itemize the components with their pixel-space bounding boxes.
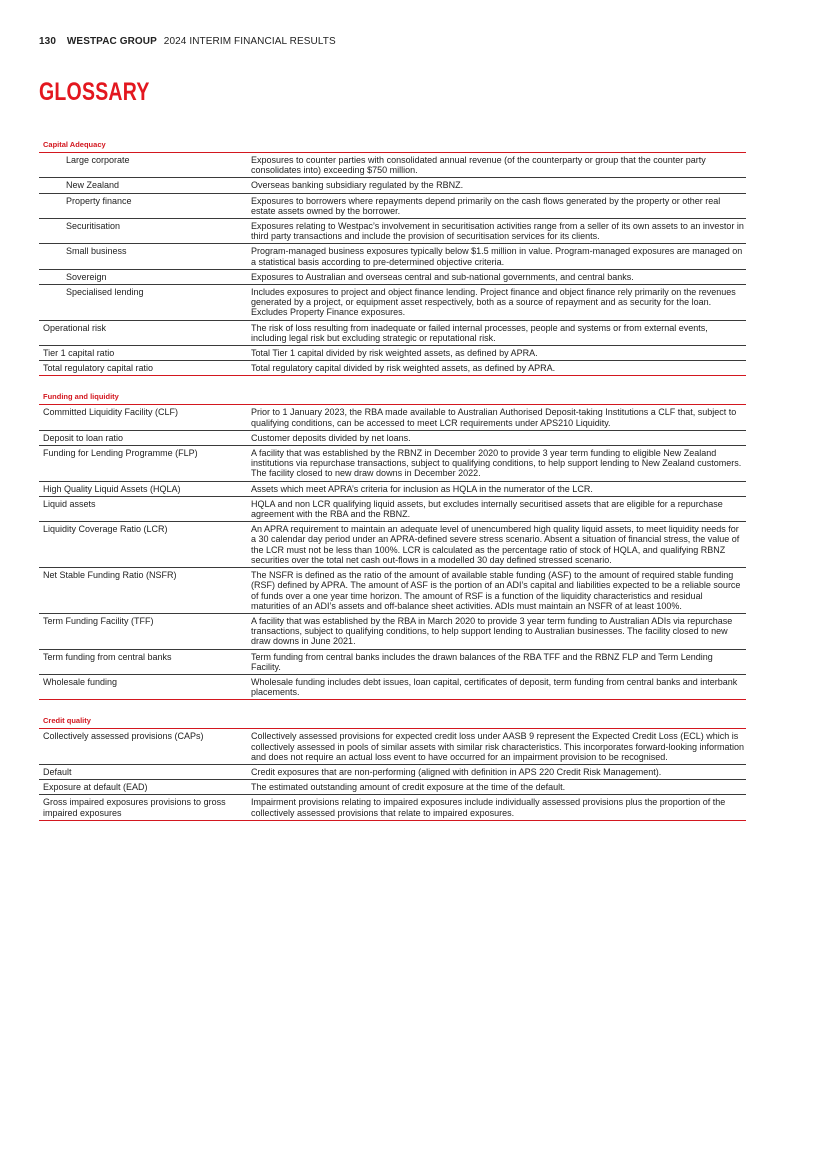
- glossary-term: Securitisation: [66, 221, 121, 232]
- glossary-definition: Wholesale funding includes debt issues, loan capital, certificates of deposit, term funding from central banks and interbank placements.: [251, 676, 738, 698]
- section-heading: Capital Adequacy: [39, 137, 746, 153]
- glossary-row: [39, 431, 746, 446]
- glossary-term: Collectively assessed provisions (CAPs): [43, 731, 204, 742]
- glossary-term: Total regulatory capital ratio: [43, 363, 154, 374]
- glossary-definition: A facility that was established by the RBA in March 2020 to provide 3 year term funding to Australian ADIs via repurchase transactions, subject to qualifying conditions, to help support lending to Australian businesses. The facility closed to new draw downs in June 2021.: [251, 615, 733, 647]
- glossary-definition: Overseas banking subsidiary regulated by the RBNZ.: [251, 180, 464, 191]
- glossary-table: [39, 137, 746, 834]
- glossary-definition: Customer deposits divided by net loans.: [251, 432, 411, 443]
- glossary-definition: Credit exposures that are non-performing (aligned with definition in APS 220 Credit Risk Management).: [251, 766, 662, 777]
- glossary-row: [39, 270, 746, 285]
- glossary-definition: Total Tier 1 capital divided by risk weighted assets, as defined by APRA.: [251, 348, 538, 359]
- glossary-row: [39, 780, 746, 795]
- brand-name: WESTPAC GROUP: [66, 36, 157, 47]
- glossary-definition: Program-managed business exposures typically below $1.5 million in value. Program-managed exposures are managed on a statistical basis according to pre-determined objective criteria.: [251, 246, 743, 267]
- glossary-row: [39, 765, 746, 780]
- glossary-term: Property finance: [66, 195, 132, 206]
- glossary-definition: HQLA and non LCR qualifying liquid assets, but excludes internally securitised assets that are eligible for a repurchase agreement with the RBA and the RBNZ.: [251, 498, 723, 520]
- glossary-row: [39, 522, 746, 568]
- glossary-definition: Includes exposures to project and object finance lending. Project finance and object finance rely primarily on the revenues generated by a project, or equipment asset respectively, both as a source of repayment and as security for the loan. Excludes Property Finance exposures.: [251, 287, 736, 318]
- glossary-definition: Exposures to borrowers where repayments depend primarily on the cash flows generated by the property or other real estate assets owned by the borrower.: [251, 195, 721, 216]
- glossary-section: [39, 713, 746, 820]
- glossary-term: Term Funding Facility (TFF): [43, 615, 154, 626]
- glossary-term: Term funding from central banks: [43, 651, 172, 662]
- section-heading: Credit quality: [39, 713, 746, 729]
- glossary-row: [39, 497, 746, 522]
- glossary-row: [39, 729, 746, 765]
- glossary-row: [39, 219, 746, 244]
- page-header: [39, 36, 336, 47]
- glossary-term: Exposure at default (EAD): [43, 782, 148, 793]
- glossary-term: High Quality Liquid Assets (HQLA): [43, 483, 181, 494]
- glossary-definition: Exposures relating to Westpac’s involvement in securitisation activities range from a seller of its own assets to an investor in third party transactions and include the provision of securitisation services for its clients.: [251, 221, 744, 242]
- glossary-term: Deposit to loan ratio: [43, 432, 124, 443]
- glossary-definition: Assets which meet APRA’s criteria for inclusion as HQLA in the numerator of the LCR.: [251, 483, 593, 494]
- page-number: 130: [39, 36, 56, 47]
- glossary-section: [39, 389, 746, 700]
- glossary-definition: A facility that was established by the RBNZ in December 2020 to provide 3 year term funding to eligible New Zealand institutions via repurchase transactions, subject to qualifying conditions, to help support lending to New Zealand customers. The facility closed to new draw downs in December 2022.: [251, 448, 742, 479]
- glossary-row: [39, 321, 746, 346]
- glossary-term: Committed Liquidity Facility (CLF): [43, 407, 179, 418]
- glossary-row: [39, 446, 746, 482]
- glossary-term: Liquid assets: [43, 498, 96, 509]
- glossary-definition: The risk of loss resulting from inadequate or failed internal processes, people and systems or from external events, including legal risk but excluding strategic or reputational risk.: [251, 322, 708, 343]
- glossary-row: [39, 795, 746, 820]
- glossary-row: [39, 650, 746, 675]
- glossary-term: Liquidity Coverage Ratio (LCR): [43, 524, 168, 535]
- glossary-term: Small business: [66, 246, 127, 257]
- glossary-term: Wholesale funding: [43, 676, 118, 687]
- glossary-definition: Total regulatory capital divided by risk weighted assets, as defined by APRA.: [251, 363, 556, 374]
- glossary-definition: Exposures to counter parties with consolidated annual revenue (of the counterparty or group that the counter party consolidates into) exceeding $750 million.: [251, 155, 706, 176]
- glossary-term: Specialised lending: [66, 287, 144, 298]
- glossary-term: Gross impaired exposures provisions to gross impaired exposures: [43, 797, 226, 818]
- glossary-term: Large corporate: [66, 155, 130, 165]
- glossary-definition: The estimated outstanding amount of credit exposure at the time of the default.: [251, 782, 566, 793]
- glossary-row: [39, 244, 746, 269]
- glossary-definition: An APRA requirement to maintain an adequate level of unencumbered high quality liquid assets, to meet liquidity needs for a 30 calendar day period under an APRA-defined severe stress scenario. Absent a situation of financial stress, the value of the LCR must not be less than 100%. LCR is calculated as the percentage ratio of stock of HQLA, and qualifying RBNZ securities over the total net cash out-flows in a modelled 30 day defined stressed scenario.: [251, 524, 740, 565]
- glossary-row: [39, 285, 746, 321]
- glossary-definition: The NSFR is defined as the ratio of the amount of available stable funding (ASF) to the amount of required stable funding (RSF) defined by APRA. The amount of ASF is the portion of an ADI’s capital and liabilities expected to be a reliable source of funds over a one year time horizon. The amount of RSF is a function of the liquidity characteristics and residual maturities of an ADI’s assets and off-balance sheet activities. ADIs must maintain an NSFR of at least 100%.: [251, 570, 741, 611]
- glossary-row: [39, 614, 746, 650]
- glossary-definition: Prior to 1 January 2023, the RBA made available to Australian Authorised Deposit-taking Institutions a CLF that, subject to qualifying conditions, can be accessed to meet LCR requirements under APS210 Liquidity.: [251, 407, 737, 428]
- glossary-term: Default: [43, 766, 72, 777]
- glossary-row: [39, 405, 746, 430]
- glossary-definition: Exposures to Australian and overseas central and sub-national governments, and central banks.: [251, 271, 634, 282]
- glossary-definition: Collectively assessed provisions for expected credit loss under AASB 9 represent the Expected Credit Loss (ECL) which is collectively assessed in pools of similar assets with similar risk characteristics. This incorporates forward-looking information and does not require an actual loss event to have occurred for an impairment provision to be recognised.: [251, 731, 745, 762]
- section-heading: Funding and liquidity: [39, 389, 746, 405]
- glossary-row: [39, 482, 746, 497]
- glossary-row: [39, 153, 746, 178]
- glossary-term: Sovereign: [66, 271, 107, 282]
- glossary-row: [39, 346, 746, 361]
- glossary-row: [39, 361, 746, 376]
- glossary-definition: Impairment provisions relating to impaired exposures include individually assessed provisions plus the proportion of the collectively assessed provisions that relate to impaired exposures.: [251, 797, 726, 818]
- glossary-term: Net Stable Funding Ratio (NSFR): [43, 570, 177, 581]
- glossary-definition: Term funding from central banks includes the drawn balances of the RBA TFF and the RBNZ FLP and Term Lending Facility.: [251, 651, 713, 672]
- glossary-row: [39, 194, 746, 219]
- page-title: GLOSSARY: [39, 78, 150, 106]
- glossary-row: [39, 178, 746, 193]
- glossary-term: Funding for Lending Programme (FLP): [43, 448, 198, 459]
- glossary-term: Tier 1 capital ratio: [43, 348, 115, 359]
- report-title: 2024 INTERIM FINANCIAL RESULTS: [163, 36, 336, 47]
- glossary-term: Operational risk: [43, 322, 107, 333]
- glossary-row: [39, 675, 746, 700]
- glossary-term: New Zealand: [66, 180, 120, 191]
- glossary-section: [39, 137, 746, 376]
- glossary-row: [39, 568, 746, 614]
